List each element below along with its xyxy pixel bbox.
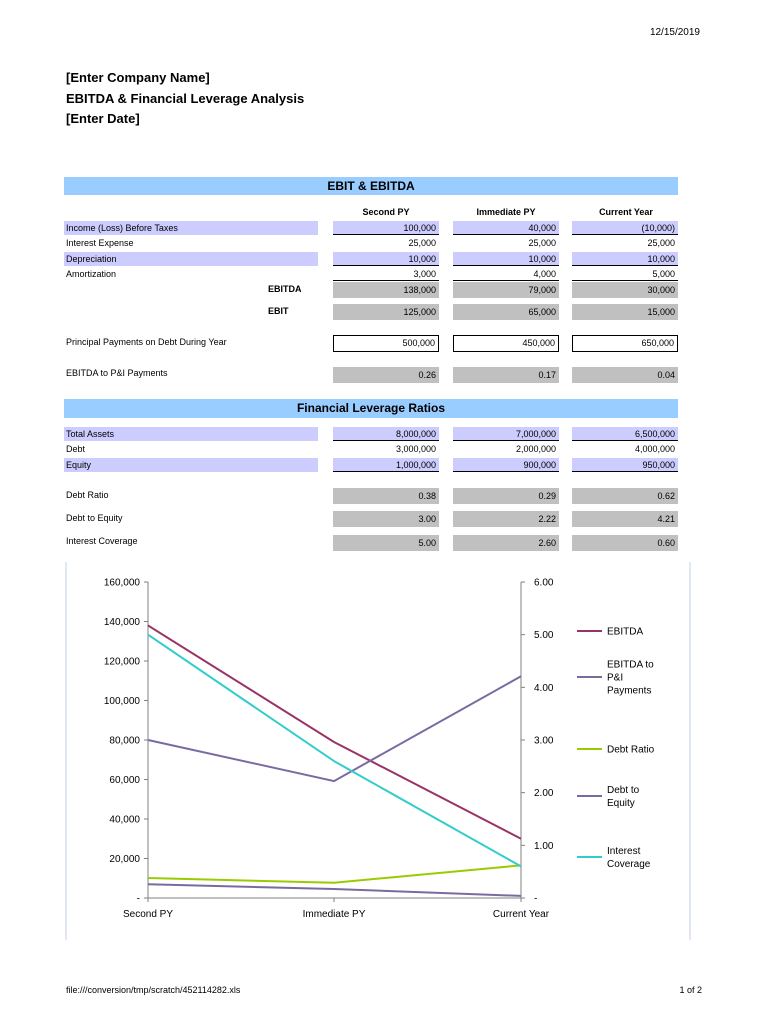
cell-equity-second-py: 1,000,000 [333,458,439,472]
legend-label-4: Interest [607,846,641,857]
left-axis-tick-label: 80,000 [109,735,140,747]
legend-label-2: Debt Ratio [607,744,655,756]
cell-interest-second-py: 25,000 [408,238,436,248]
cell-ebitda-pi-current-year: 0.04 [572,367,678,383]
cell-debt-ratio-current-year: 0.62 [572,488,678,504]
right-axis-tick-label: 4.00 [534,682,554,694]
cell-debt-second-py: 3,000,000 [395,444,436,454]
row-label-principal: Principal Payments on Debt During Year [66,337,227,347]
left-axis-tick-label: 120,000 [103,656,140,668]
cell-interest-cov-current-year: 0.60 [572,535,678,551]
legend-label-3: Debt to [607,785,640,796]
cell-debt-equity-second-py: 3.00 [333,511,439,527]
cell-ebitda-current-year: 30,000 [572,282,678,298]
series-line-0 [148,625,521,838]
row-label-debt-to-equity: Debt to Equity [66,513,123,523]
legend-label-1: Payments [607,685,652,697]
row-label-interest: Interest Expense [66,238,134,248]
right-axis-tick-label: 6.00 [534,577,554,589]
cell-equity-immediate-py: 900,000 [453,458,559,472]
column-header-second-py: Second PY [362,207,410,217]
left-axis-tick-label: 100,000 [103,696,140,707]
cell-interest-immediate-py: 25,000 [528,238,556,248]
legend-label-4: Coverage [607,859,651,870]
print-date: 12/15/2019 [649,27,700,38]
cell-income-current-year: (10,000) [572,221,678,235]
row-label-depreciation: Depreciation [64,252,318,266]
cell-assets-current-year: 6,500,000 [572,427,678,441]
row-label-income: Income (Loss) Before Taxes [64,221,318,235]
cell-principal-immediate-py[interactable]: 450,000 [453,335,559,352]
row-label-equity: Equity [64,458,318,472]
series-line-4 [148,635,521,867]
row-label-ebitda-pi: EBITDA to P&I Payments [66,368,168,378]
company-name: [Enter Company Name] [66,70,210,85]
cell-debt-equity-current-year: 4.21 [572,511,678,527]
cell-ebit-second-py: 125,000 [333,304,439,320]
cell-interest-cov-immediate-py: 2.60 [453,535,559,551]
cell-principal-second-py[interactable]: 500,000 [333,335,439,352]
footer-page-number: 1 of 2 [679,985,702,995]
cell-amortization-immediate-py: 4,000 [453,267,559,281]
x-axis-label: Current Year [492,909,550,920]
cell-assets-immediate-py: 7,000,000 [453,427,559,441]
right-axis-tick-label: 3.00 [534,735,554,747]
footer-file-path: file:///conversion/tmp/scratch/452114282.xls [66,985,241,995]
cell-debt-ratio-immediate-py: 0.29 [453,488,559,504]
legend-label-0: EBITDA [607,626,644,638]
row-label-ebitda: EBITDA [268,284,302,294]
cell-depreciation-second-py: 10,000 [333,252,439,266]
cell-debt-current-year: 4,000,000 [634,444,675,454]
cell-ebitda-pi-second-py: 0.26 [333,367,439,383]
row-label-amortization: Amortization [66,269,117,279]
cell-ebit-immediate-py: 65,000 [453,304,559,320]
right-axis-tick-label: 1.00 [534,840,554,852]
cell-assets-second-py: 8,000,000 [333,427,439,441]
cell-principal-current-year[interactable]: 650,000 [572,335,678,352]
left-axis-tick-label: 140,000 [103,617,140,628]
right-axis-tick-label: 5.00 [534,630,554,642]
x-axis-label: Immediate PY [302,909,366,920]
legend-label-1: P&I [607,672,624,684]
cell-equity-current-year: 950,000 [572,458,678,472]
left-axis-tick-label: 60,000 [109,775,140,786]
left-axis-tick-label: 160,000 [103,577,140,589]
cell-income-second-py: 100,000 [333,221,439,235]
right-axis-tick-label: - [534,893,538,905]
cell-ebitda-pi-immediate-py: 0.17 [453,367,559,383]
cell-amortization-current-year: 5,000 [572,267,678,281]
section-leverage-title: Financial Leverage Ratios [64,399,678,418]
column-header-immediate-py: Immediate PY [476,207,536,217]
legend-label-3: Equity [607,798,635,809]
x-axis-label: Second PY [122,909,174,920]
cell-amortization-second-py: 3,000 [333,267,439,281]
section-ebit-ebitda-title: EBIT & EBITDA [64,177,678,195]
report-date: [Enter Date] [66,111,140,126]
cell-ebitda-second-py: 138,000 [333,282,439,298]
left-axis-tick-label: 40,000 [109,814,140,826]
left-axis-tick-label: - [136,893,140,905]
series-line-2 [148,865,521,882]
cell-debt-ratio-second-py: 0.38 [333,488,439,504]
cell-depreciation-current-year: 10,000 [572,252,678,266]
row-label-interest-coverage: Interest Coverage [66,536,138,546]
row-label-total-assets: Total Assets [64,427,318,441]
cell-interest-current-year: 25,000 [647,238,675,248]
row-label-debt: Debt [66,444,86,454]
right-axis-tick-label: 2.00 [534,788,554,800]
cell-debt-equity-immediate-py: 2.22 [453,511,559,527]
series-line-3 [148,676,521,781]
cell-interest-cov-second-py: 5.00 [333,535,439,551]
report-title: EBITDA & Financial Leverage Analysis [66,91,305,106]
cell-ebitda-immediate-py: 79,000 [453,282,559,298]
cell-ebit-current-year: 15,000 [572,304,678,320]
row-label-debt-ratio: Debt Ratio [66,490,109,500]
series-line-1 [148,884,521,896]
cell-debt-immediate-py: 2,000,000 [515,444,556,454]
left-axis-tick-label: 20,000 [109,854,140,865]
legend-label-1: EBITDA to [607,659,654,671]
cell-income-immediate-py: 40,000 [453,221,559,235]
cell-depreciation-immediate-py: 10,000 [453,252,559,266]
column-header-current-year: Current Year [599,207,653,217]
row-label-ebit: EBIT [268,306,289,316]
